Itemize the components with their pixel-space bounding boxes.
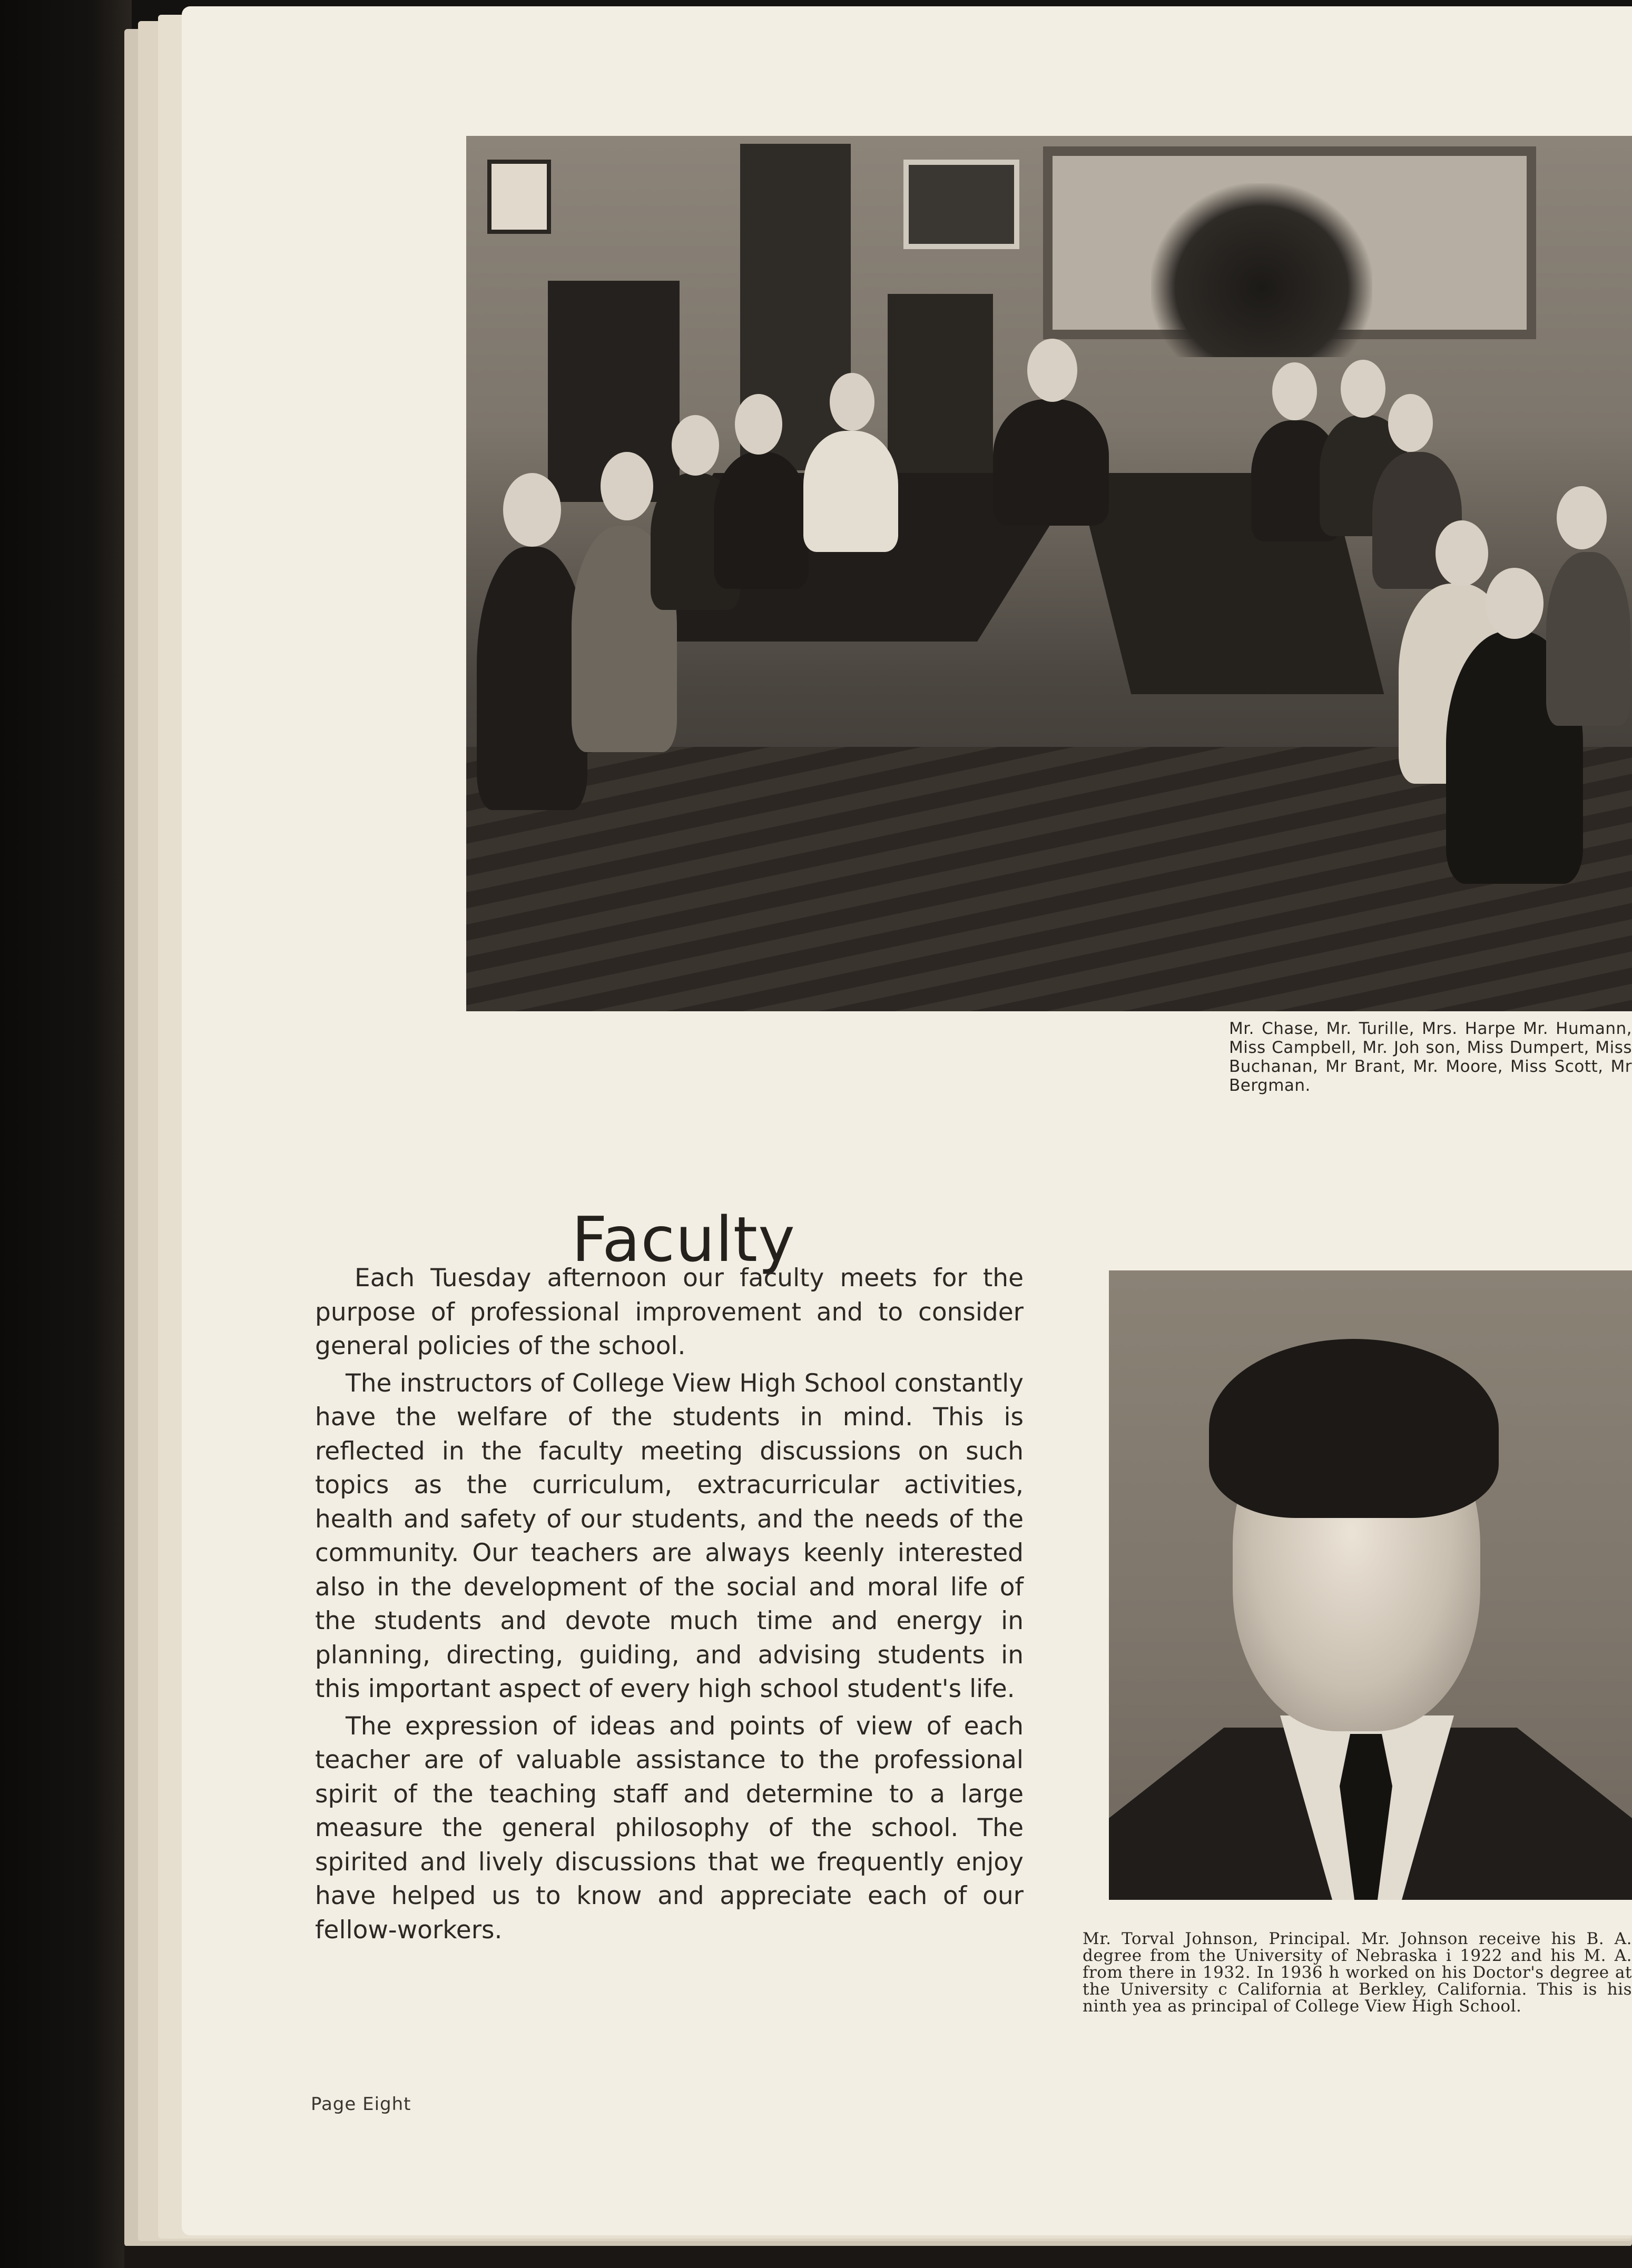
seated-person <box>803 431 898 552</box>
principal-portrait <box>1109 1270 1632 1900</box>
person-head <box>601 452 653 520</box>
person-head <box>1436 520 1488 586</box>
portrait-hair <box>1209 1339 1499 1518</box>
person-head <box>1388 394 1433 452</box>
seated-person <box>714 452 809 589</box>
article-paragraph: The expression of ideas and points of view of each teacher are of valuable assistance to the professional spirit of the teaching staff and determine to a large measure the general philosophy of the school. The spirited and lively discussions that we frequently enjoy have helped us to know and appreciate each of our fellow-workers. <box>315 1711 1024 1945</box>
faculty-meeting-photo <box>466 136 1632 1011</box>
page-title: Faculty <box>572 1203 795 1276</box>
seated-person <box>1546 552 1630 726</box>
person-head <box>830 373 874 431</box>
article-paragraph: The instructors of College View High School constantly have the welfare of the students in mind. This is reflected in the faculty meeting discussions on such topics as the curriculum, extracurricular activities, health and safety of our students, and the needs of the community. Our teachers are always keenly interested also in the development of the social and moral life of the students and devote much time and energy in planning, directing, guiding, and advising students in this important aspect of every high school student's life. <box>315 1368 1024 1703</box>
filing-cabinet <box>888 294 993 473</box>
wall-frame <box>903 160 1019 249</box>
person-head <box>1341 360 1385 418</box>
book-bottom-edge <box>124 2246 1632 2268</box>
person-head <box>1272 362 1317 420</box>
plant <box>1151 183 1372 357</box>
article-paragraph: Each Tuesday afternoon our faculty meets for the purpose of professional improvement and to consider general policies of the school. <box>315 1264 1024 1360</box>
person-head <box>503 473 561 547</box>
book-spine <box>0 0 132 2268</box>
person-head <box>672 415 719 476</box>
page-number: Page Eight <box>311 2094 411 2115</box>
person-head <box>735 394 782 455</box>
person-head <box>1557 486 1607 549</box>
wall-certificate <box>487 160 551 234</box>
seated-person <box>477 547 587 810</box>
faculty-article <box>315 1261 1024 1950</box>
seated-person <box>993 399 1109 526</box>
person-head <box>1027 339 1077 402</box>
principal-caption: Mr. Torval Johnson, Principal. Mr. Johnson receive his B. A. degree from the University of Nebraska i 1922 and his M. A. from there in 1932. In 1936 h worked on his Doctor's degree at the University c California at Berkley, California. This is his ninth yea as principal of College View High School. <box>1083 1929 1632 2016</box>
person-head <box>1486 568 1543 639</box>
group-photo-caption: Mr. Chase, Mr. Turille, Mrs. Harpe Mr. Humann, Miss Campbell, Mr. Joh son, Miss Dumpert, Miss Buchanan, Mr Brant, Mr. Moore, Miss Scott, Mr Bergman. <box>1229 1019 1632 1095</box>
